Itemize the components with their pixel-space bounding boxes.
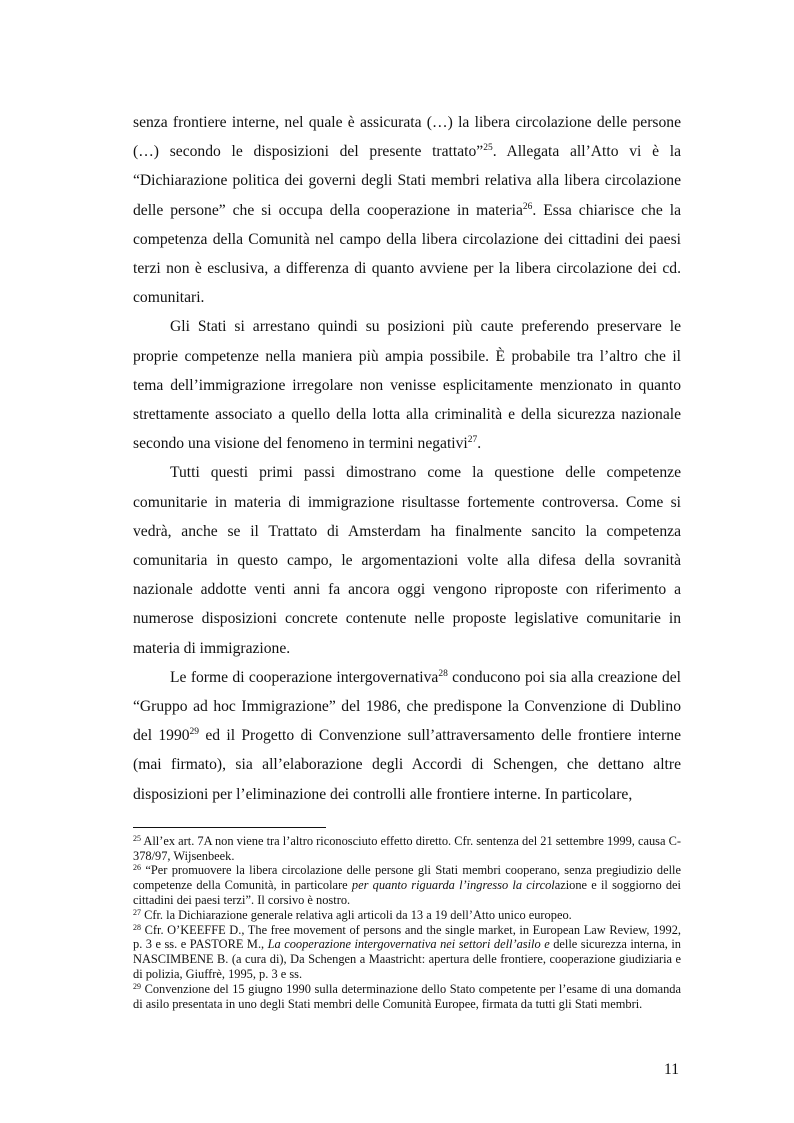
footnote-ref-26[interactable]: 26 — [522, 201, 533, 212]
footnote-number: 27 — [133, 907, 141, 917]
footnote-ref-27[interactable]: 27 — [467, 435, 478, 446]
paragraph-text: . Allegata all’Atto vi è la “Dichiarazione politica dei governi degli Stati membri relativa alla libera circolazione delle persone” che si occupa della cooperazione in materia — [133, 143, 682, 219]
paragraph-text: Tutti questi primi passi dimostrano come la questione delle competenze comunitarie in materia di immigrazione risultasse fortemente controversa. Come si vedrà, anche se il Trattato di Amsterdam ha finalmente sancito la competenza comunitaria in questo campo, le argomentazioni volte alla difesa della sovranità nazionale addotte venti anni fa ancora oggi vengono riproposte con riferimento a numerose disposizioni concrete contenute nelle proposte legislative comunitarie in materia di immigrazione. — [133, 464, 681, 657]
footnote-28 — [133, 923, 681, 982]
footnote-ref-28[interactable]: 28 — [438, 668, 448, 679]
body-paragraph-4 — [133, 663, 681, 809]
body-paragraph-3 — [133, 458, 681, 662]
footnote-text: All’ex art. 7A non viene tra l’altro riconosciuto effetto diretto. Cfr. sentenza del 21 settembre 1999, causa C-378/97, Wijsenbeek. — [133, 833, 681, 863]
page-content — [133, 108, 681, 1011]
footnote-number: 29 — [133, 981, 141, 991]
footnote-italic-text: per quanto riguarda l’ingresso la circol — [351, 878, 555, 893]
paragraph-text: senza frontiere interne, nel quale è assicurata (…) la libera circolazione delle persone (…) secondo le disposizioni del presente trattato” — [133, 114, 681, 161]
footnote-text: Convenzione del 15 giugno 1990 sulla determinazione dello Stato competente per l’esame di una domanda di asilo presentata in uno degli Stati membri delle Comunità Europee, firmata da tutti gli Stati membri. — [133, 981, 681, 1011]
footnote-29 — [133, 982, 681, 1012]
footnote-25 — [133, 834, 681, 864]
footnote-ref-29[interactable]: 29 — [189, 727, 200, 738]
paragraph-text: . Essa chiarisce che la competenza della Comunità nel campo della libera circolazione dei cittadini dei paesi terzi non è esclusiva, a differenza di quanto avviene per la libera circolazione dei cd. comunitari. — [133, 201, 681, 307]
body-paragraph-2 — [133, 312, 681, 458]
paragraph-text: Le forme di cooperazione intergovernativa — [170, 668, 439, 686]
footnote-separator — [133, 827, 326, 828]
body-paragraph-1 — [133, 108, 681, 312]
footnote-text: Cfr. la Dichiarazione generale relativa agli articoli da 13 a 19 dell’Atto unico europeo. — [141, 907, 572, 922]
footnote-27 — [133, 908, 681, 923]
paragraph-text: Gli Stati si arrestano quindi su posizioni più caute preferendo preservare le proprie competenze nella maniera più ampia possibile. È probabile tra l’altro che il tema dell’immigrazione irregolare non venisse esplicitamente menzionato in quanto strettamente associato a quello della lotta alla criminalità e della sicurezza nazionale secondo una visione del fenomeno in termini negativi — [133, 318, 681, 453]
footnote-text: Cfr. O’KEEFFE D., The free movement of persons and the single market, in European Law Review, 1992, p. 3 e ss. e PASTORE M., — [133, 922, 681, 952]
footnote-26 — [133, 863, 681, 907]
page-number: 11 — [664, 1061, 680, 1078]
paragraph-text: ed il Progetto di Convenzione sull’attraversamento delle frontiere interne (mai firmato), sia all’elaborazione degli Accordi di Schengen, che dettano altre disposizioni per l’eliminazione dei controlli alle frontiere interne. In particolare, — [133, 727, 681, 803]
paragraph-text: . — [477, 435, 482, 453]
footnote-italic-text: La cooperazione intergovernativa nei settori dell’asilo e — [267, 937, 550, 952]
paragraph-text: conducono poi sia alla creazione del “Gruppo ad hoc Immigrazione” del 1986, che predispone la Convenzione di Dublino del 1990 — [133, 668, 681, 745]
footnote-number: 25 — [133, 833, 141, 843]
footnote-text: “Per promuovere la libera circolazione delle persone gli Stati membri cooperano, senza pregiudizio delle competenze della Comunità, in particolare — [133, 863, 681, 893]
footnote-number: 26 — [133, 863, 141, 873]
footnote-number: 28 — [133, 922, 141, 932]
footnote-ref-25[interactable]: 25 — [483, 143, 493, 154]
footnote-text: azione e il soggiorno dei cittadini dei paesi terzi”. Il corsivo è nostro. — [133, 878, 681, 908]
footnote-text: delle sicurezza interna, in NASCIMBENE B. (a cura di), Da Schengen a Maastricht: apertura delle frontiere, cooperazione giudiziaria e di polizia, Giuffrè, 1995, p. 3 e ss. — [133, 937, 681, 982]
